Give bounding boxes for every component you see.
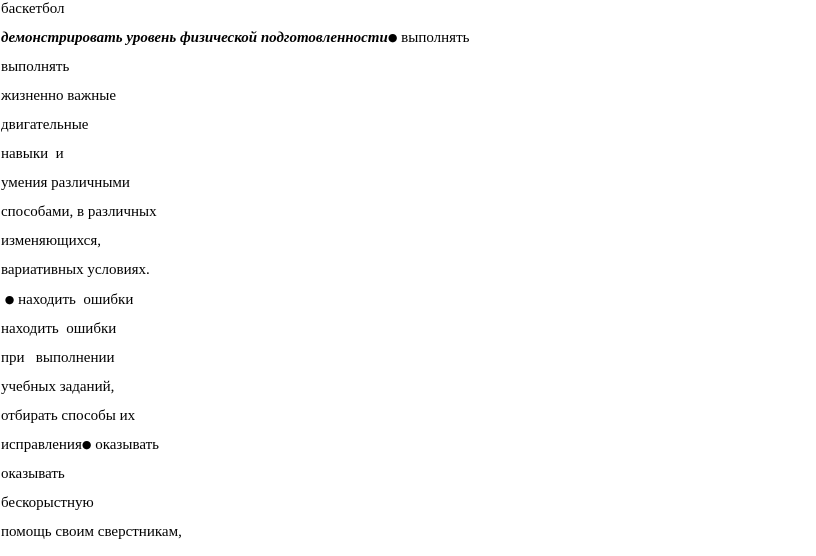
text-line: умения различными — [1, 175, 130, 191]
text-line: бескорыстную — [1, 495, 94, 511]
bullet-dot-icon: ● — [81, 438, 92, 451]
text-line: учебных заданий, — [1, 379, 115, 395]
text-line: двигательные — [1, 117, 89, 133]
text-line: отбирать способы их — [1, 408, 136, 424]
text-line: навыки и — [1, 146, 64, 162]
text-line: изменяющихся, — [1, 233, 101, 249]
text-line: при выполнении — [1, 350, 115, 366]
text-line: баскетбол — [1, 1, 65, 17]
heading-tail: выполнять — [397, 30, 470, 46]
text-line: вариативных условиях. — [1, 262, 150, 278]
text-line: помощь своим сверстникам, — [1, 524, 182, 540]
text-line: жизненно важные — [1, 88, 116, 104]
inline-bullet-prefix: исправления — [1, 437, 82, 453]
heading-line — [1, 29, 469, 47]
bullet-line — [1, 291, 133, 309]
inline-bullet-tail: оказывать — [91, 437, 159, 453]
bullet-dot-icon: ● — [387, 31, 398, 44]
bullet-line-text: находить ошибки — [14, 292, 134, 308]
text-line: выполнять — [1, 59, 70, 75]
inline-bullet-line — [1, 436, 159, 454]
text-line: способами, в различных — [1, 204, 157, 220]
bullet-dot-icon: ● — [4, 293, 15, 306]
text-line: находить ошибки — [1, 321, 117, 337]
text-line: оказывать — [1, 466, 65, 482]
emphasized-heading: демонстрировать уровень физической подготовленности — [1, 30, 388, 46]
